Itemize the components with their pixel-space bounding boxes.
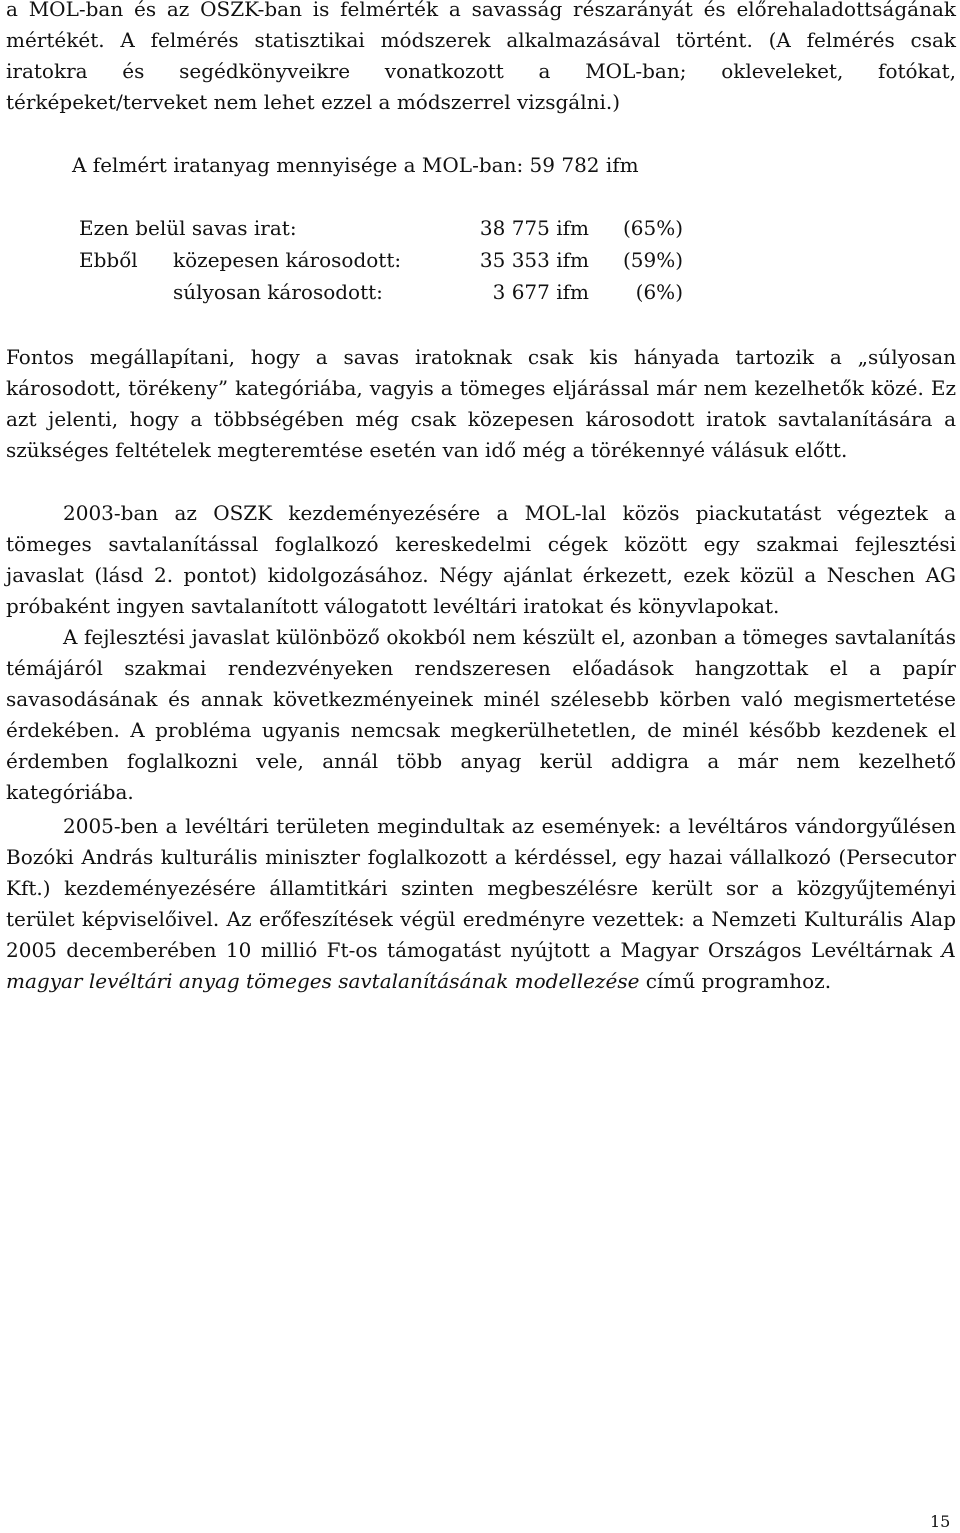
paragraph-fejlesztesi: A fejlesztési javaslat különböző okokból nem készült el, azonban a tömeges savtalanítás témájáról szakmai rendezvényeken rendszeresen előadások hangzottak el a papír savasodásának és annak következményeinek minél szélesebb körben való megismertetése érdekében. A probléma ugyanis nemcsak megkerülhetetlen, de minél később kezdenek el érdemben foglalkozni vele, annál több anyag kerül addigra a már nem kezelhető kategóriába. [6,625,956,804]
paragraph-2005 [6,811,956,997]
row-percent: (6%) [635,280,683,304]
paragraph-fontos: Fontos megállapítani, hogy a savas iratoknak csak kis hányada tartozik a „súlyosan károsodott, törékeny” kategóriába, vagyis a tömeges eljárással már nem kezelhetők közé. Ez azt jelenti, hogy a többségében még csak közepesen károsodott iratok savtalanítására a szükséges feltételek megteremtése esetén van idő még a törékennyé válásuk előtt. [6,345,956,462]
row-sublabel: közepesen károsodott: [173,248,402,272]
row-label: Ebből [79,248,138,272]
program-title: A magyar levéltári anyag tömeges savtalanításának modellezése [6,938,956,993]
intro-paragraph: a MOL-ban és az OSZK-ban is felmérték a savasság részarányát és előrehaladottságának mértékét. A felmérés statisztikai módszerek alkalmazásával történt. (A felmérés csak iratokra és segédkönyveikre vonatkozott a MOL-ban; okleveleket, fotókat, térképeket/terveket nem lehet ezzel a módszerrel vizsgálni.) [6,0,956,114]
row-percent: (65%) [622,216,683,240]
acid-paper-table [79,216,699,312]
row-percent: (59%) [622,248,683,272]
row-label: Ezen belül savas irat: [79,216,297,240]
table-row [79,280,699,312]
table-row [79,216,699,248]
paragraph-2005-end: című programhoz. [639,969,832,993]
paragraph-2005-text: 2005-ben a levéltári területen megindultak az események: a levéltáros vándorgyűlésen Bozóki András kulturális miniszter foglalkozott a kérdéssel, egy hazai vállalkozó (Persecutor Kft.) kezdeményezésére államtitkári szinten megbeszélésre került sor a közgyűjteményi terület képviselőivel. Az erőfeszítések végül eredményre vezettek: a Nemzeti Kulturális Alap 2005 decemberében 10 millió Ft-os támogatást nyújtott a Magyar Országos Levéltárnak [6,814,956,962]
row-value: 3 677 ifm [492,280,589,304]
table-row [79,248,699,280]
survey-summary: A felmért iratanyag mennyisége a MOL-ban: 59 782 ifm [72,153,639,177]
page-number: 15 [930,1512,951,1531]
row-sublabel: súlyosan károsodott: [173,280,383,304]
row-value: 38 775 ifm [479,216,589,240]
row-value: 35 353 ifm [479,248,589,272]
paragraph-2003: 2003-ban az OSZK kezdeményezésére a MOL-lal közös piackutatást végeztek a tömeges savtalanítással foglalkozó kereskedelmi cégek között egy szakmai fejlesztési javaslat (lásd 2. pontot) kidolgozásához. Négy ajánlat érkezett, ezek közül a Neschen AG próbaként ingyen savtalanított válogatott levéltári iratokat és könyvlapokat. [6,501,956,618]
